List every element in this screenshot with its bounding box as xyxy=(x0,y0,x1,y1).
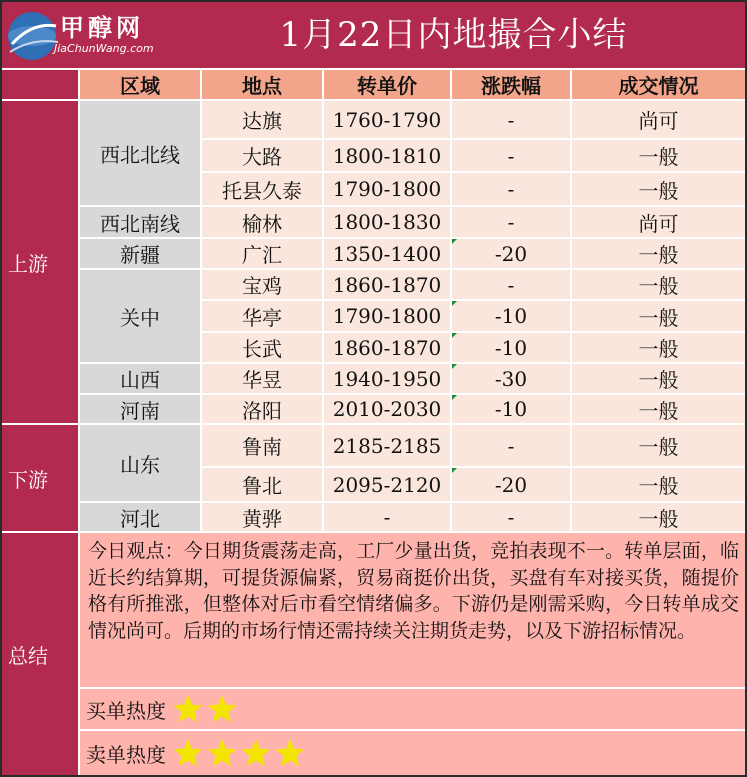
cell-comment-marker xyxy=(452,468,457,473)
header-corner xyxy=(2,70,78,99)
place-cell: 宝鸡 xyxy=(202,270,322,299)
star-icon xyxy=(274,737,306,769)
place-cell: 洛阳 xyxy=(202,395,322,423)
price-cell: 1350-1400 xyxy=(324,239,450,268)
deal-cell: 一般 xyxy=(572,425,745,466)
place-cell: 华亭 xyxy=(202,301,322,331)
price-cell: 2095-2120 xyxy=(324,468,450,501)
region-cell: 山西 xyxy=(80,364,200,393)
section-downstream: 下游 xyxy=(2,425,78,531)
column-header-change: 涨跌幅 xyxy=(452,70,570,99)
deal-cell: 尚可 xyxy=(572,101,745,138)
deal-cell: 一般 xyxy=(572,503,745,531)
region-cell: 河北 xyxy=(80,503,200,531)
change-cell: - xyxy=(452,207,570,237)
place-cell: 达旗 xyxy=(202,101,322,138)
star-icon xyxy=(172,737,204,769)
deal-cell: 尚可 xyxy=(572,207,745,237)
change-cell: -10 xyxy=(452,333,570,362)
price-cell: 1790-1800 xyxy=(324,173,450,205)
place-cell: 广汇 xyxy=(202,239,322,268)
price-cell: 1860-1870 xyxy=(324,333,450,362)
cell-comment-marker xyxy=(452,333,457,338)
logo-en-text: JiaChunWang.com xyxy=(54,42,154,55)
deal-cell: 一般 xyxy=(572,468,745,501)
place-cell: 榆林 xyxy=(202,207,322,237)
place-cell: 大路 xyxy=(202,140,322,171)
change-cell: - xyxy=(452,503,570,531)
deal-cell: 一般 xyxy=(572,333,745,362)
deal-cell: 一般 xyxy=(572,239,745,268)
column-header-price: 转单价 xyxy=(324,70,450,99)
column-header-deal: 成交情况 xyxy=(572,70,745,99)
price-cell: 1790-1800 xyxy=(324,301,450,331)
deal-cell: 一般 xyxy=(572,364,745,393)
region-cell: 新疆 xyxy=(80,239,200,268)
cell-comment-marker xyxy=(452,239,457,244)
buy-heat-row xyxy=(80,689,745,729)
price-cell: 1760-1790 xyxy=(324,101,450,138)
page-title: 1月22日内地撮合小结 xyxy=(279,15,628,55)
place-cell: 黄骅 xyxy=(202,503,322,531)
change-cell: - xyxy=(452,140,570,171)
change-cell: -20 xyxy=(452,239,570,268)
logo-cn-text: 甲醇网 xyxy=(60,13,144,42)
cell-comment-marker xyxy=(452,301,457,306)
change-cell: - xyxy=(452,270,570,299)
price-cell: 2010-2030 xyxy=(324,395,450,423)
star-icon xyxy=(240,737,272,769)
region-cell: 西北北线 xyxy=(80,101,200,205)
place-cell: 长武 xyxy=(202,333,322,362)
sell-heat-row xyxy=(80,731,745,775)
place-cell: 华昱 xyxy=(202,364,322,393)
price-cell: 1940-1950 xyxy=(324,364,450,393)
region-cell: 山东 xyxy=(80,425,200,501)
change-cell: -30 xyxy=(452,364,570,393)
price-cell: 1800-1830 xyxy=(324,207,450,237)
change-cell: - xyxy=(452,173,570,205)
deal-cell: 一般 xyxy=(572,173,745,205)
region-cell: 关中 xyxy=(80,270,200,362)
deal-cell: 一般 xyxy=(572,270,745,299)
logo xyxy=(2,2,162,68)
cell-comment-marker xyxy=(452,395,457,400)
change-cell: - xyxy=(452,425,570,466)
place-cell: 托县久泰 xyxy=(202,173,322,205)
sell-heat-label: 卖单热度 xyxy=(86,742,166,767)
price-cell: 1800-1810 xyxy=(324,140,450,171)
star-icon xyxy=(206,737,238,769)
place-cell: 鲁北 xyxy=(202,468,322,501)
deal-cell: 一般 xyxy=(572,140,745,171)
price-cell: 1860-1870 xyxy=(324,270,450,299)
deal-cell: 一般 xyxy=(572,395,745,423)
region-cell: 西北南线 xyxy=(80,207,200,237)
deal-cell: 一般 xyxy=(572,301,745,331)
summary-text: 今日观点：今日期货震荡走高，工厂少量出货，竞拍表现不一。转单层面，临近长约结算期，可提货源偏紧，贸易商挺价出货，买盘有车对接买货，随提价格有所推涨，但整体对后市看空情绪偏多。下游仍是刚需采购，今日转单成交情况尚可。后期的市场行情还需持续关注期货走势，以及下游招标情况。 xyxy=(80,533,745,687)
cell-comment-marker xyxy=(452,364,457,369)
column-header-place: 地点 xyxy=(202,70,322,99)
change-cell: -10 xyxy=(452,395,570,423)
buy-heat-stars xyxy=(172,693,238,725)
section-upstream: 上游 xyxy=(2,101,78,423)
change-cell: -20 xyxy=(452,468,570,501)
buy-heat-label: 买单热度 xyxy=(86,698,166,723)
price-cell: - xyxy=(324,503,450,531)
place-cell: 鲁南 xyxy=(202,425,322,466)
section-summary: 总结 xyxy=(2,533,78,775)
sell-heat-stars xyxy=(172,737,306,769)
column-header-region: 区域 xyxy=(80,70,200,99)
star-icon xyxy=(206,693,238,725)
change-cell: -10 xyxy=(452,301,570,331)
change-cell: - xyxy=(452,101,570,138)
price-cell: 2185-2185 xyxy=(324,425,450,466)
star-icon xyxy=(172,693,204,725)
region-cell: 河南 xyxy=(80,395,200,423)
